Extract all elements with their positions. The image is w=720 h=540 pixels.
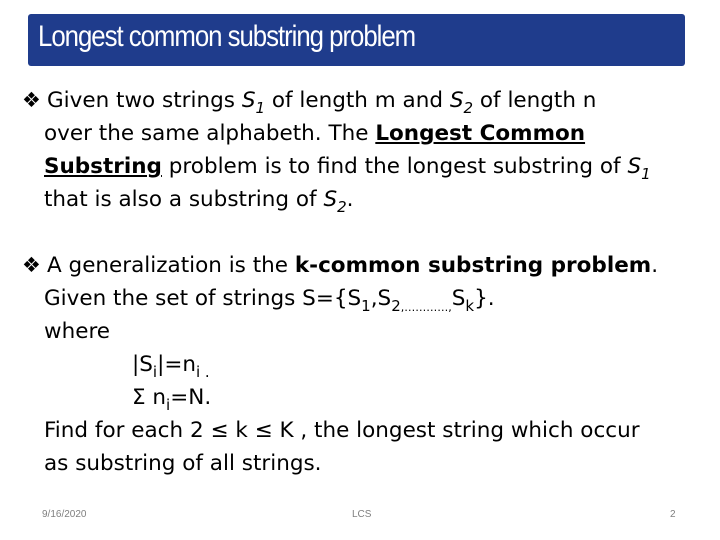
sum-formula: Σ $n_i=N$. <box>132 385 212 414</box>
footer-page-number: 2 <box>670 509 676 520</box>
slide-title: Longest common substring problem <box>38 20 416 53</box>
paragraph-2-line-7: as substring of all strings. <box>44 451 322 476</box>
longest-common-term: Longest Common <box>375 121 586 146</box>
diamond-bullet-icon: ❖ <box>22 253 41 277</box>
paragraph-2-line-3: where <box>44 319 111 344</box>
bullet-paragraph-2: ❖ A generalization is the k-common substring problem. <box>22 249 702 282</box>
paragraph-1-line-4: that is also a substring of $S_2$. <box>44 187 354 216</box>
k-common-term: k-common substring problem <box>294 253 652 278</box>
paragraph-1-line-2: over the same alphabeth. The Longest Common <box>44 121 586 146</box>
paragraph-1-line-3: Substring problem is to find the longest substring of $S_1$ <box>44 154 651 183</box>
footer-center: LCS <box>352 509 372 520</box>
diamond-bullet-icon: ❖ <box>22 88 41 112</box>
paragraph-2-line-2: Given the set of strings $S=\{S_1,S_{2,\dots\dots\dots\dots,}S_k\}$. <box>44 286 495 315</box>
bullet-paragraph-1: ❖ Given two strings $S_1$ of length m and $S_2$ of length n <box>22 84 702 117</box>
footer-date: 9/16/2020 <box>42 509 87 520</box>
substring-term: Substring <box>44 154 162 179</box>
title-bar <box>28 14 685 66</box>
set-size-formula: $|S_i|=n_{i .}$ <box>132 352 210 381</box>
paragraph-2-line-6: Find for each 2 ≤ k ≤ K , the longest string which occur <box>44 418 640 443</box>
slide-body <box>22 84 702 480</box>
